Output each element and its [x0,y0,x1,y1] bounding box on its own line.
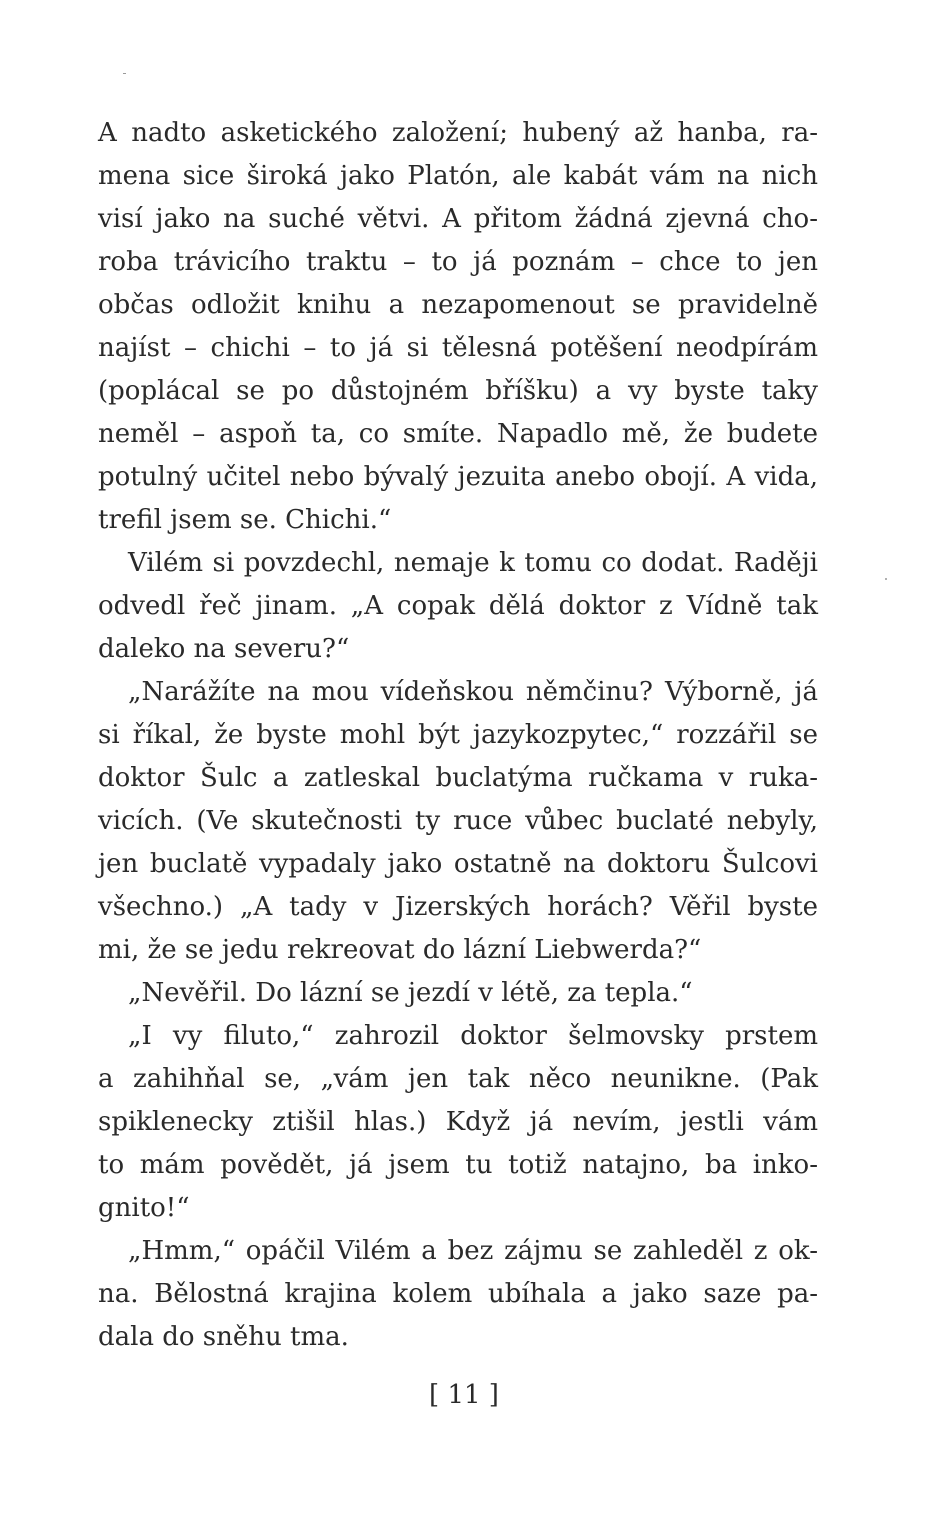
text-line: roba trávicího traktu – to já poznám – chce to jen [98,247,818,277]
text-line: neměl – aspoň ta, co smíte. Napadlo mě, že budete [98,419,818,449]
text-line: dala do sněhu tma. [98,1322,349,1352]
text-line: mena sice široká jako Platón, ale kabát vám na nich [98,161,818,191]
text-line: visí jako na suché větvi. A přitom žádná zjevná cho- [98,204,818,234]
body-text [98,112,818,1359]
text-line: „Nevěřil. Do lázní se jezdí v létě, za tepla.“ [128,978,693,1008]
text-line: gnito!“ [98,1193,190,1223]
text-line: mi, že se jedu rekreovat do lázní Liebwerda?“ [98,935,702,965]
text-line: vicích. (Ve skutečnosti ty ruce vůbec buclaté nebyly, [98,806,818,836]
text-line: odvedl řeč jinam. „A copak dělá doktor z Vídně tak [98,591,818,621]
text-line: „I vy filuto,“ zahrozil doktor šelmovsky prstem [128,1021,818,1051]
scan-speck [885,578,887,580]
text-line: všechno.) „A tady v Jizerských horách? Věřil byste [98,892,818,922]
text-line: a zahihňal se, „vám jen tak něco neunikne. (Pak [98,1064,818,1094]
text-line: spiklenecky ztišil hlas.) Když já nevím, jestli vám [98,1107,818,1137]
text-line: „Hmm,“ opáčil Vilém a bez zájmu se zahleděl z ok- [128,1236,818,1266]
text-line: „Narážíte na mou vídeňskou němčinu? Výborně, já [128,677,818,707]
text-line: občas odložit knihu a nezapomenout se pravidelně [98,290,818,320]
text-line: to mám povědět, já jsem tu totiž natajno, ba inko- [98,1150,818,1180]
page-number: [ 11 ] [429,1380,499,1410]
text-line: najíst – chichi – to já si tělesná potěšení neodpírám [98,333,818,363]
text-line: Vilém si povzdechl, nemaje k tomu co dodat. Raději [128,548,818,578]
scan-speck [123,73,126,74]
text-line: doktor Šulc a zatleskal buclatýma ručkama v ruka- [98,763,818,793]
text-line: daleko na severu?“ [98,634,350,664]
text-line: A nadto asketického založení; hubený až hanba, ra- [98,118,818,148]
text-line: si říkal, že byste mohl být jazykozpytec,“ rozzářil se [98,720,818,750]
text-line: (poplácal se po důstojném bříšku) a vy byste taky [98,376,818,406]
text-line: jen buclatě vypadaly jako ostatně na doktoru Šulcovi [98,849,818,879]
text-line: trefil jsem se. Chichi.“ [98,505,392,535]
text-line: potulný učitel nebo bývalý jezuita anebo obojí. A vida, [98,462,818,492]
text-line: na. Bělostná krajina kolem ubíhala a jako saze pa- [98,1279,818,1309]
